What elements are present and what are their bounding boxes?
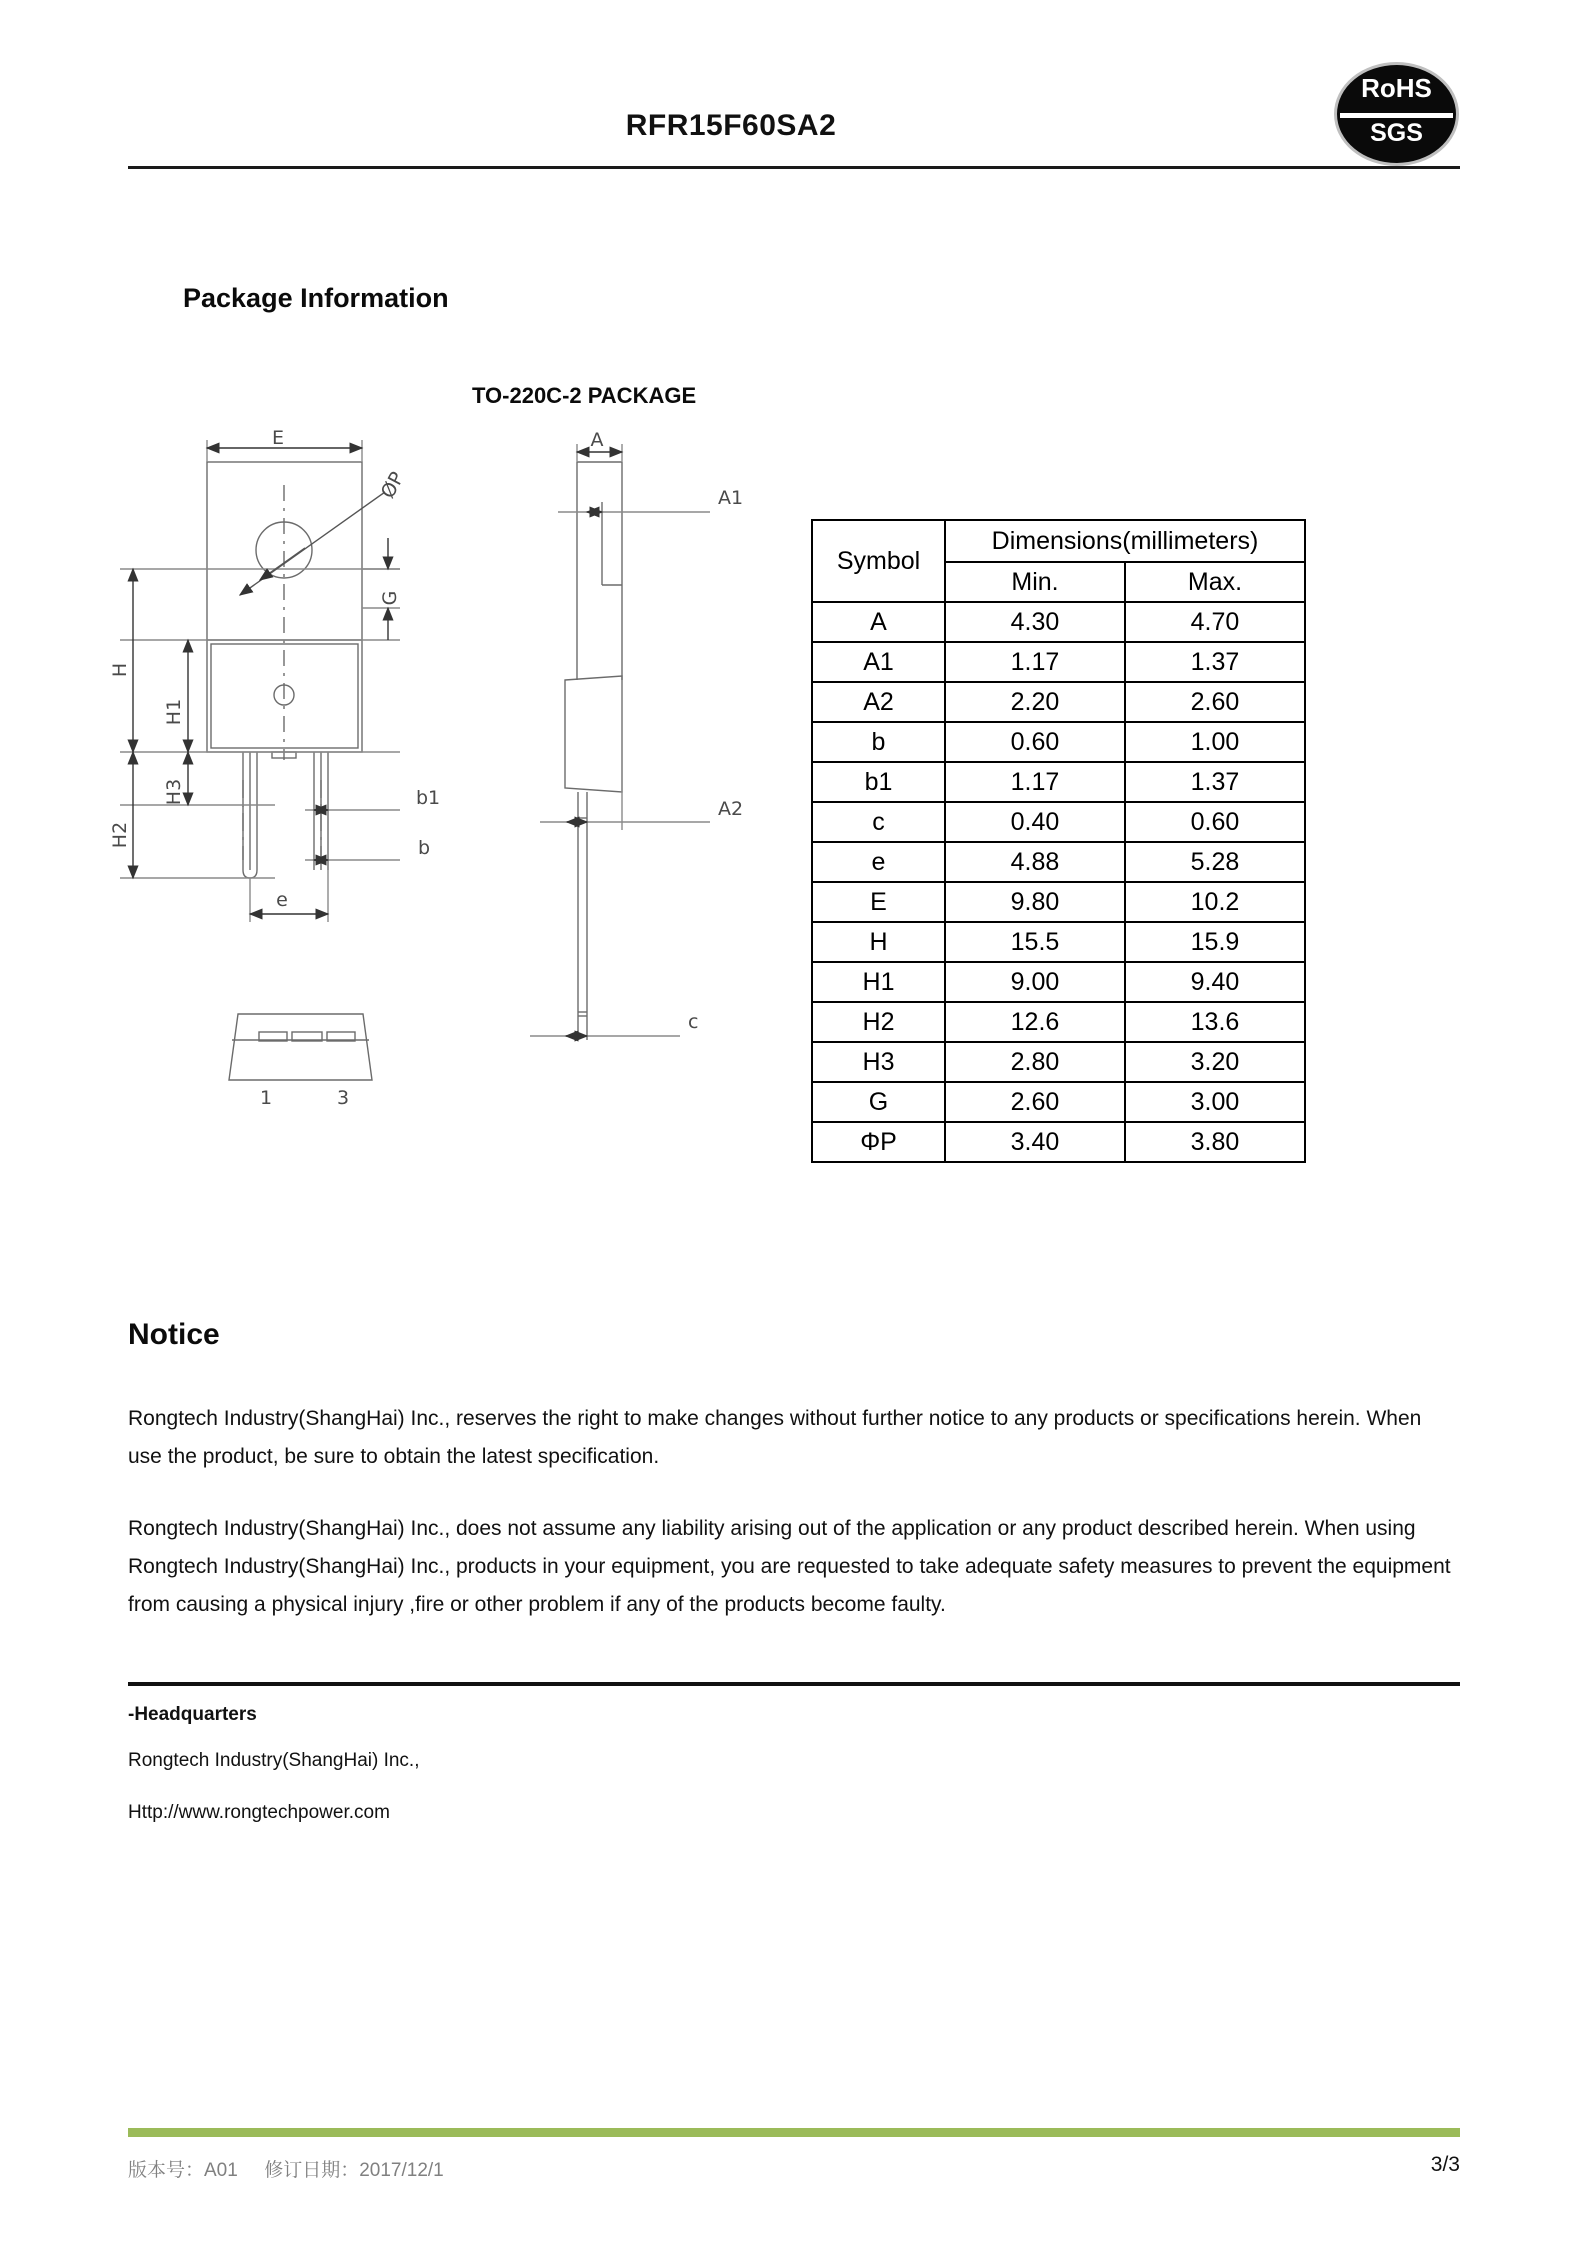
table-header-dimensions: Dimensions(millimeters) (945, 520, 1305, 562)
cell-symbol: H1 (812, 962, 945, 1002)
table-row (812, 882, 1305, 922)
cell-max: 9.40 (1125, 962, 1305, 1002)
notice-heading: Notice (128, 1318, 220, 1351)
cell-max: 1.00 (1125, 722, 1305, 762)
table-row (812, 642, 1305, 682)
notice-divider (128, 1682, 1460, 1686)
package-information-heading: Package Information (183, 283, 449, 313)
cell-symbol: e (812, 842, 945, 882)
cell-symbol: b1 (812, 762, 945, 802)
dim-label-A1: A1 (718, 487, 744, 509)
cell-symbol: b (812, 722, 945, 762)
cell-min: 12.6 (945, 1002, 1125, 1042)
cell-max: 3.20 (1125, 1042, 1305, 1082)
dim-label-b1: b1 (416, 787, 441, 809)
dim-label-H3: H3 (163, 778, 185, 806)
dim-label-H: H (109, 662, 131, 678)
cell-max: 4.70 (1125, 602, 1305, 642)
cell-max: 15.9 (1125, 922, 1305, 962)
table-row (812, 1122, 1305, 1162)
cell-min: 15.5 (945, 922, 1125, 962)
table-row (812, 1002, 1305, 1042)
table-row (812, 922, 1305, 962)
headquarters-heading: -Headquarters (128, 1704, 257, 1725)
footer-revision-text: 版本号：A01 修订日期：2017/12/1 (128, 2160, 444, 2181)
footer-page-number: 3/3 (1430, 2153, 1460, 2176)
dim-label-A: A (590, 429, 604, 451)
cell-max: 5.28 (1125, 842, 1305, 882)
cell-symbol: H2 (812, 1002, 945, 1042)
rohs-label: RoHS (1361, 73, 1432, 103)
table-row (812, 762, 1305, 802)
cell-symbol: A2 (812, 682, 945, 722)
notice-paragraph-1: Rongtech Industry(ShangHai) Inc., reserves the right to make changes without further notice to any products or specifications herein. When use the product, be sure to obtain the latest specification. (128, 1407, 1422, 1468)
table-row (812, 802, 1305, 842)
cell-symbol: H3 (812, 1042, 945, 1082)
dim-label-phiP: ØP (376, 468, 409, 503)
package-outline-drawing (100, 427, 800, 1130)
dim-label-e: e (276, 889, 288, 911)
table-row (812, 1042, 1305, 1082)
table-header-max: Max. (1125, 562, 1305, 602)
table-row (812, 962, 1305, 1002)
cell-max: 1.37 (1125, 642, 1305, 682)
cell-min: 4.30 (945, 602, 1125, 642)
cell-min: 2.60 (945, 1082, 1125, 1122)
cell-min: 0.60 (945, 722, 1125, 762)
pin-label-1: 1 (259, 1087, 273, 1109)
table-row (812, 722, 1305, 762)
headquarters-company: Rongtech Industry(ShangHai) Inc., (128, 1750, 420, 1771)
cell-symbol: c (812, 802, 945, 842)
cell-min: 0.40 (945, 802, 1125, 842)
headquarters-url[interactable]: Http://www.rongtechpower.com (128, 1802, 390, 1823)
header-divider (128, 166, 1460, 169)
rohs-sgs-logo (1334, 62, 1459, 166)
cell-max: 3.00 (1125, 1082, 1305, 1122)
footer-accent-bar (128, 2128, 1460, 2137)
cell-min: 2.80 (945, 1042, 1125, 1082)
cell-min: 1.17 (945, 762, 1125, 802)
page-header (128, 62, 1460, 166)
dim-label-b: b (418, 837, 431, 859)
dim-label-A2: A2 (718, 798, 744, 820)
notice-paragraph-2: Rongtech Industry(ShangHai) Inc., does not assume any liability arising out of the application or any product described herein. When using Rongtech Industry(ShangHai) Inc., products in your equipment, you are requested to take adequate safety measures to prevent the equipment from causing a physical injury ,fire or other problem if any of the products become faulty. (128, 1517, 1451, 1616)
cell-symbol: H (812, 922, 945, 962)
table-header-symbol: Symbol (812, 520, 945, 602)
cell-symbol: ΦP (812, 1122, 945, 1162)
cell-symbol: A (812, 602, 945, 642)
cell-min: 4.88 (945, 842, 1125, 882)
cell-max: 3.80 (1125, 1122, 1305, 1162)
cell-symbol: A1 (812, 642, 945, 682)
dim-label-H1: H1 (163, 698, 185, 726)
dim-label-G: G (379, 590, 401, 606)
sgs-label: SGS (1370, 119, 1423, 147)
table-header-min: Min. (945, 562, 1125, 602)
cell-max: 1.37 (1125, 762, 1305, 802)
dim-label-c: c (688, 1011, 699, 1033)
cell-min: 3.40 (945, 1122, 1125, 1162)
table-row (812, 842, 1305, 882)
table-row (812, 602, 1305, 642)
cell-max: 2.60 (1125, 682, 1305, 722)
table-row (812, 682, 1305, 722)
cell-symbol: G (812, 1082, 945, 1122)
cell-max: 0.60 (1125, 802, 1305, 842)
cell-min: 2.20 (945, 682, 1125, 722)
cell-min: 9.80 (945, 882, 1125, 922)
table-row (812, 1082, 1305, 1122)
cell-min: 9.00 (945, 962, 1125, 1002)
cell-max: 10.2 (1125, 882, 1305, 922)
pin-label-3: 3 (336, 1087, 350, 1109)
dim-label-E: E (271, 427, 285, 449)
dim-label-H2: H2 (109, 821, 131, 849)
cell-min: 1.17 (945, 642, 1125, 682)
cell-symbol: E (812, 882, 945, 922)
dimension-table (811, 519, 1306, 1163)
table-header-row-1 (812, 520, 1305, 562)
cell-max: 13.6 (1125, 1002, 1305, 1042)
package-subtitle: TO-220C-2 PACKAGE (472, 383, 697, 408)
document-title: RFR15F60SA2 (625, 109, 837, 142)
